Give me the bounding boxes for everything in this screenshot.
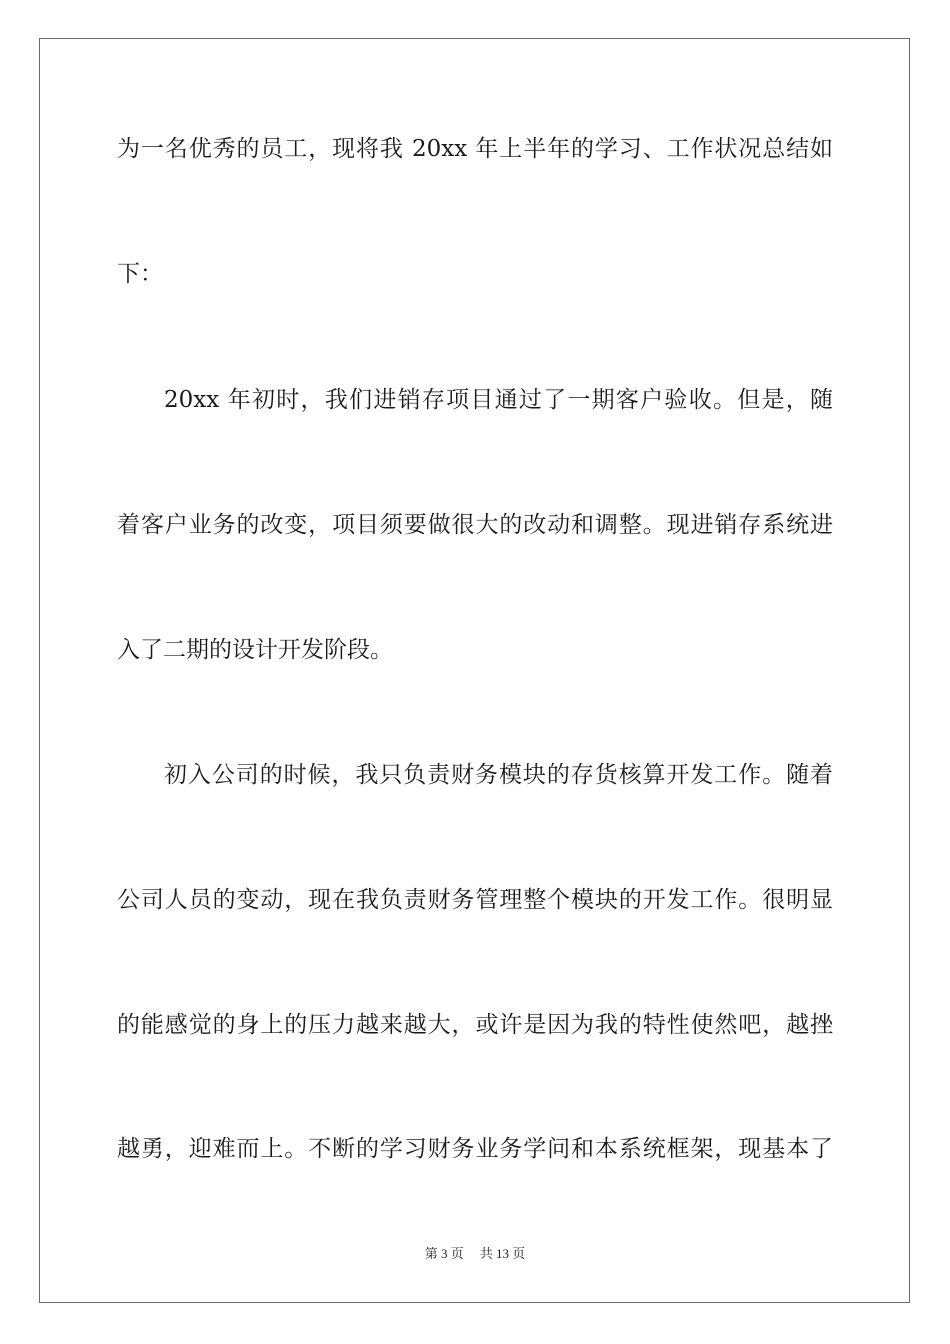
page-total: 共 13 页 [479, 1246, 526, 1261]
page-footer [0, 1246, 950, 1262]
text-line-3: 20xx 年初时，我们进销存项目通过了一期客户验收。但是，随 [164, 387, 833, 413]
text-line-5: 入了二期的设计开发阶段。 [117, 637, 393, 663]
text-line-1: 为一名优秀的员工，现将我 20xx 年上半年的学习、工作状况总结如 [117, 136, 833, 162]
text-line-9: 越勇，迎难而上。不断的学习财务业务学问和本系统框架，现基本了 [117, 1136, 833, 1162]
text-line-4: 着客户业务的改变，项目须要做很大的改动和调整。现进销存系统进 [117, 512, 833, 538]
text-line-2: 下： [117, 261, 163, 287]
page-border [39, 38, 910, 1303]
page-number: 第 3 页 [424, 1246, 464, 1261]
text-line-6: 初入公司的时候，我只负责财务模块的存货核算开发工作。随着 [164, 762, 833, 788]
text-line-8: 的能感觉的身上的压力越来越大，或许是因为我的特性使然吧，越挫 [117, 1012, 833, 1038]
text-line-7: 公司人员的变动，现在我负责财务管理整个模块的开发工作。很明显 [117, 887, 833, 913]
